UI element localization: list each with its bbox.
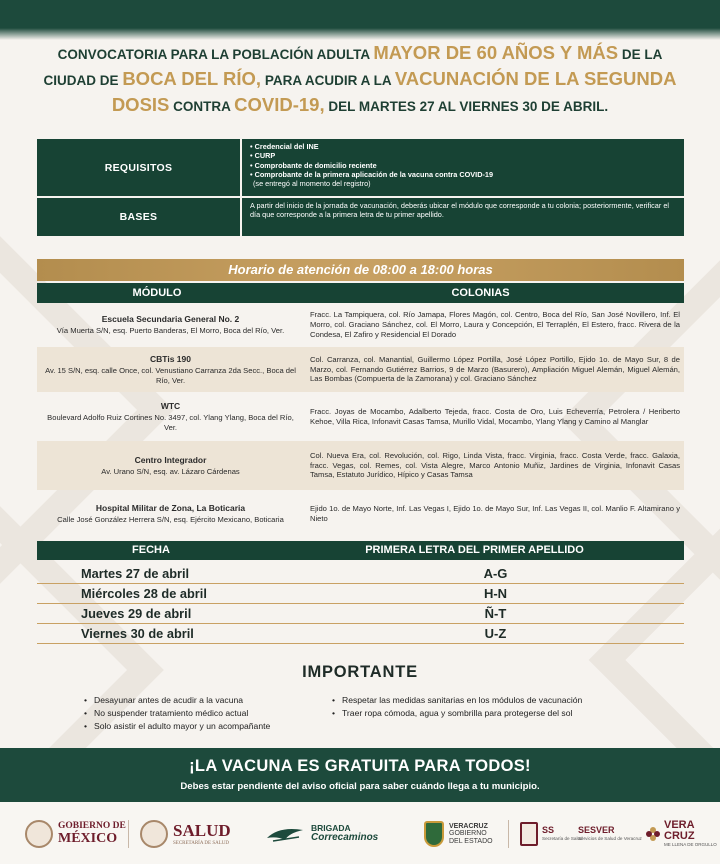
module-cell <box>37 401 304 433</box>
module-column-header: MÓDULO <box>132 287 182 299</box>
bases-row <box>37 198 684 236</box>
colonias-cell: Fracc. La Tampiquera, col. Río Jamapa, Flores Magón, col. Centro, Boca del Río, San José Novillero, Inf. El Morro, col. Graciano Sánchez, col. El Morro, Laura y Concepción, El Terraplén, El Estero, fracc. Rivera de la Condesa, El Zafiro y Residencial El Dorado <box>310 310 680 339</box>
logo-subtext: Secretaría de Salud <box>542 835 583 841</box>
colonias-cell: Col. Nueva Era, col. Revolución, col. Rigo, Linda Vista, fracc. Virginia, fracc. Costa Verde, fracc. Galaxia, fracc. Vegas, col. Remes, col. Vista Alegre, Marco Antonio Muñiz, Jardines de Virginia, Infonavit Casas Tamsa, Estatuto Jurídico, Hípico y Casas Tamsa <box>310 450 680 480</box>
secretaria-salud-logo <box>520 816 583 852</box>
roadrunner-icon <box>265 824 305 844</box>
table-row <box>37 347 684 392</box>
logo-text: BRIGADA <box>311 823 351 834</box>
letters-cell: Ñ-T <box>484 606 507 621</box>
table-row <box>37 392 684 441</box>
title-highlight: MAYOR DE 60 AÑOS Y MÁS <box>373 42 619 63</box>
brigada-correcaminos-logo <box>265 816 378 852</box>
colonias-cell: Col. Carranza, col. Manantial, Guillermo López Portilla, José López Portillo, Ejido 1o. de Mayo Sur, 8 de Marzo, col. Fernando Gutiérrez Barrios, 9 de Marzo (Basurero), Ampliación Miguel Alemán, Miguel Alemán, Las Bombas (Compuerta de la Zamorana) y col. Graciano Sánchez <box>310 354 680 384</box>
letters-cell: H-N <box>483 586 508 601</box>
colonias-column-header: COLONIAS <box>451 287 510 299</box>
module-address: Vía Muerta S/N, esq. Puerto Banderas, El Morro, Boca del Río, Ver. <box>56 326 285 336</box>
colonias-cell: Fracc. Joyas de Mocambo, Adalberto Tejeda, fracc. Costa de Oro, Luis Echeverría, Petrolera / Heriberto Kehoe, Villa Rica, Infonavit Casas Tamsa, Murillo Vidal, Mocambo, Ylang Ylang y Camino al Manglar <box>310 406 680 426</box>
letters-cell: A-G <box>483 566 508 581</box>
dates-table <box>37 564 684 644</box>
table-row <box>37 584 684 604</box>
date-cell: Miércoles 28 de abril <box>81 586 207 601</box>
top-bar <box>0 0 720 28</box>
important-title: IMPORTANTE <box>302 663 418 681</box>
logo-text: SESVER <box>578 825 615 836</box>
logo-subtext: Servicios de Salud de Veracruz <box>578 835 642 841</box>
title-part: DE LA CIUDAD DE <box>43 47 663 88</box>
list-item <box>84 694 324 707</box>
title-highlight: COVID-19, <box>234 93 325 115</box>
flower-icon <box>645 826 661 842</box>
logo-text: CRUZ <box>664 829 695 842</box>
module-address: Calle José González Herrera S/N, esq. Ejército Mexicano, Boticaria <box>57 514 284 524</box>
requirement-item: • Comprobante de domicilio reciente <box>250 160 377 170</box>
table-row <box>37 303 684 347</box>
salud-logo <box>140 816 231 852</box>
requirements-label: REQUISITOS <box>37 139 242 196</box>
logo-text: SALUD <box>173 820 231 840</box>
bullet-icon: • <box>332 695 336 705</box>
list-item <box>332 707 662 720</box>
title-part: CONVOCATORIA PARA LA POBLACIÓN ADULTA <box>57 47 374 62</box>
veracruz-shield-icon <box>424 821 444 847</box>
title-part: CONTRA <box>169 98 235 114</box>
list-item <box>84 720 324 733</box>
important-list-left <box>84 694 324 733</box>
letters-cell: U-Z <box>484 626 507 641</box>
title-part: DEL MARTES 27 AL VIERNES 30 DE ABRIL. <box>324 98 609 114</box>
ss-emblem-icon <box>520 822 538 846</box>
important-text: No suspender tratamiento médico actual <box>94 707 249 718</box>
veracruz-orgullo-logo <box>645 816 717 852</box>
free-vaccine-banner <box>0 748 720 802</box>
logo-text: MÉXICO <box>58 830 118 846</box>
divider <box>508 820 509 848</box>
banner-subtext: Debes estar pendiente del aviso oficial para saber cuándo llega a tu municipio. <box>180 781 540 792</box>
banner-headline: ¡LA VACUNA ES GRATUITA PARA TODOS! <box>189 757 531 775</box>
date-cell: Jueves 29 de abril <box>81 606 192 621</box>
requirement-item: • CURP <box>250 151 276 161</box>
module-address: Av. Urano S/N, esq. av. Lázaro Cárdenas <box>101 466 240 476</box>
title-highlight: BOCA DEL RÍO, <box>122 67 262 89</box>
table-row <box>37 564 684 584</box>
table-row <box>37 624 684 644</box>
module-address: Boulevard Adolfo Ruiz Cortines No. 3497, col. Ylang Ylang, Boca del Río, Ver. <box>47 412 294 432</box>
bases-label: BASES <box>37 198 242 236</box>
title-highlight: VACUNACIÓN DE LA SEGUNDA DOSIS <box>111 67 677 115</box>
module-cell <box>37 503 304 525</box>
module-name: Hospital Militar de Zona, La Boticaria <box>95 502 246 513</box>
requirement-item: • Comprobante de la primera aplicación de la vacuna contra COVID-19 <box>250 169 494 179</box>
modules-table <box>37 303 684 537</box>
bullet-icon: • <box>84 707 88 718</box>
bases-text: A partir del inicio de la jornada de vacunación, deberás ubicar el módulo que corresponde a tu colonia; posteriormente, verificar el día que corresponde a la primera letra de tu primer apellido. <box>250 201 670 220</box>
date-column-header: FECHA <box>132 544 170 556</box>
logo-text: GOBIERNO <box>449 830 487 838</box>
table-row <box>37 604 684 624</box>
date-cell: Martes 27 de abril <box>81 566 190 581</box>
important-text: Respetar las medidas sanitarias en los módulos de vacunación <box>342 695 583 705</box>
logo-text: VERACRUZ <box>449 822 488 830</box>
veracruz-gobierno-logo <box>424 816 493 852</box>
modules-header <box>37 283 684 303</box>
logo-text: Correcaminos <box>311 832 379 844</box>
table-row <box>37 490 684 537</box>
colonias-cell: Ejido 1o. de Mayo Norte, Inf. Las Vegas I, Ejido 1o. de Mayo Sur, Inf. Las Vegas II, col. Manlio F. Altamirano y Nieto <box>310 503 680 523</box>
logo-text: SS <box>542 825 555 836</box>
table-row <box>37 441 684 490</box>
logo-text: GOBIERNO DE <box>58 820 126 831</box>
logo-subtext: ME LLENA DE ORGULLO <box>664 842 717 848</box>
bullet-icon: • <box>332 707 336 718</box>
list-item <box>332 694 662 707</box>
title-part: PARA ACUDIR A LA <box>261 72 395 88</box>
requirement-note: (se entregó al momento del registro) <box>253 179 371 189</box>
module-address: Av. 15 S/N, esq. calle Once, col. Venustiano Carranza 2da Secc., Boca del Río, Ver. <box>45 365 296 385</box>
module-name: Escuela Secundaria General No. 2 <box>101 314 240 325</box>
logo-text: VERA <box>664 819 695 832</box>
top-bar-fade <box>0 28 720 40</box>
list-item <box>84 707 324 720</box>
requirements-list <box>242 139 684 196</box>
divider <box>128 820 129 848</box>
important-text: Traer ropa cómoda, agua y sombrilla para protegerse del sol <box>342 707 573 718</box>
requirements-row <box>37 139 684 196</box>
sesver-logo <box>578 816 642 852</box>
module-name: WTC <box>160 400 181 411</box>
module-cell <box>37 354 304 386</box>
letter-column-header: PRIMERA LETRA DEL PRIMER APELLIDO <box>365 544 584 556</box>
requirement-item: • Credencial del INE <box>250 142 319 151</box>
logo-text: DEL ESTADO <box>449 837 493 845</box>
eagle-emblem-icon <box>140 820 168 848</box>
logo-subtext: SECRETARÍA DE SALUD <box>173 840 229 846</box>
schedule-banner: Horario de atención de 08:00 a 18:00 horas <box>37 259 684 281</box>
bullet-icon: • <box>84 695 88 705</box>
requirements-table <box>37 139 684 236</box>
module-cell <box>37 455 304 477</box>
module-cell <box>37 314 304 336</box>
important-list-right <box>332 694 662 720</box>
important-text: Desayunar antes de acudir a la vacuna <box>94 695 244 705</box>
module-name: CBTis 190 <box>150 353 191 364</box>
eagle-emblem-icon <box>25 820 53 848</box>
gobierno-de-mexico-logo <box>25 816 126 852</box>
logo-strip <box>0 802 720 864</box>
module-name: Centro Integrador <box>134 454 207 465</box>
important-text: Solo asistir el adulto mayor y un acompañante <box>94 720 271 731</box>
bullet-icon: • <box>84 720 88 731</box>
page-title <box>40 40 680 118</box>
dates-header <box>37 541 684 560</box>
date-cell: Viernes 30 de abril <box>81 626 194 641</box>
